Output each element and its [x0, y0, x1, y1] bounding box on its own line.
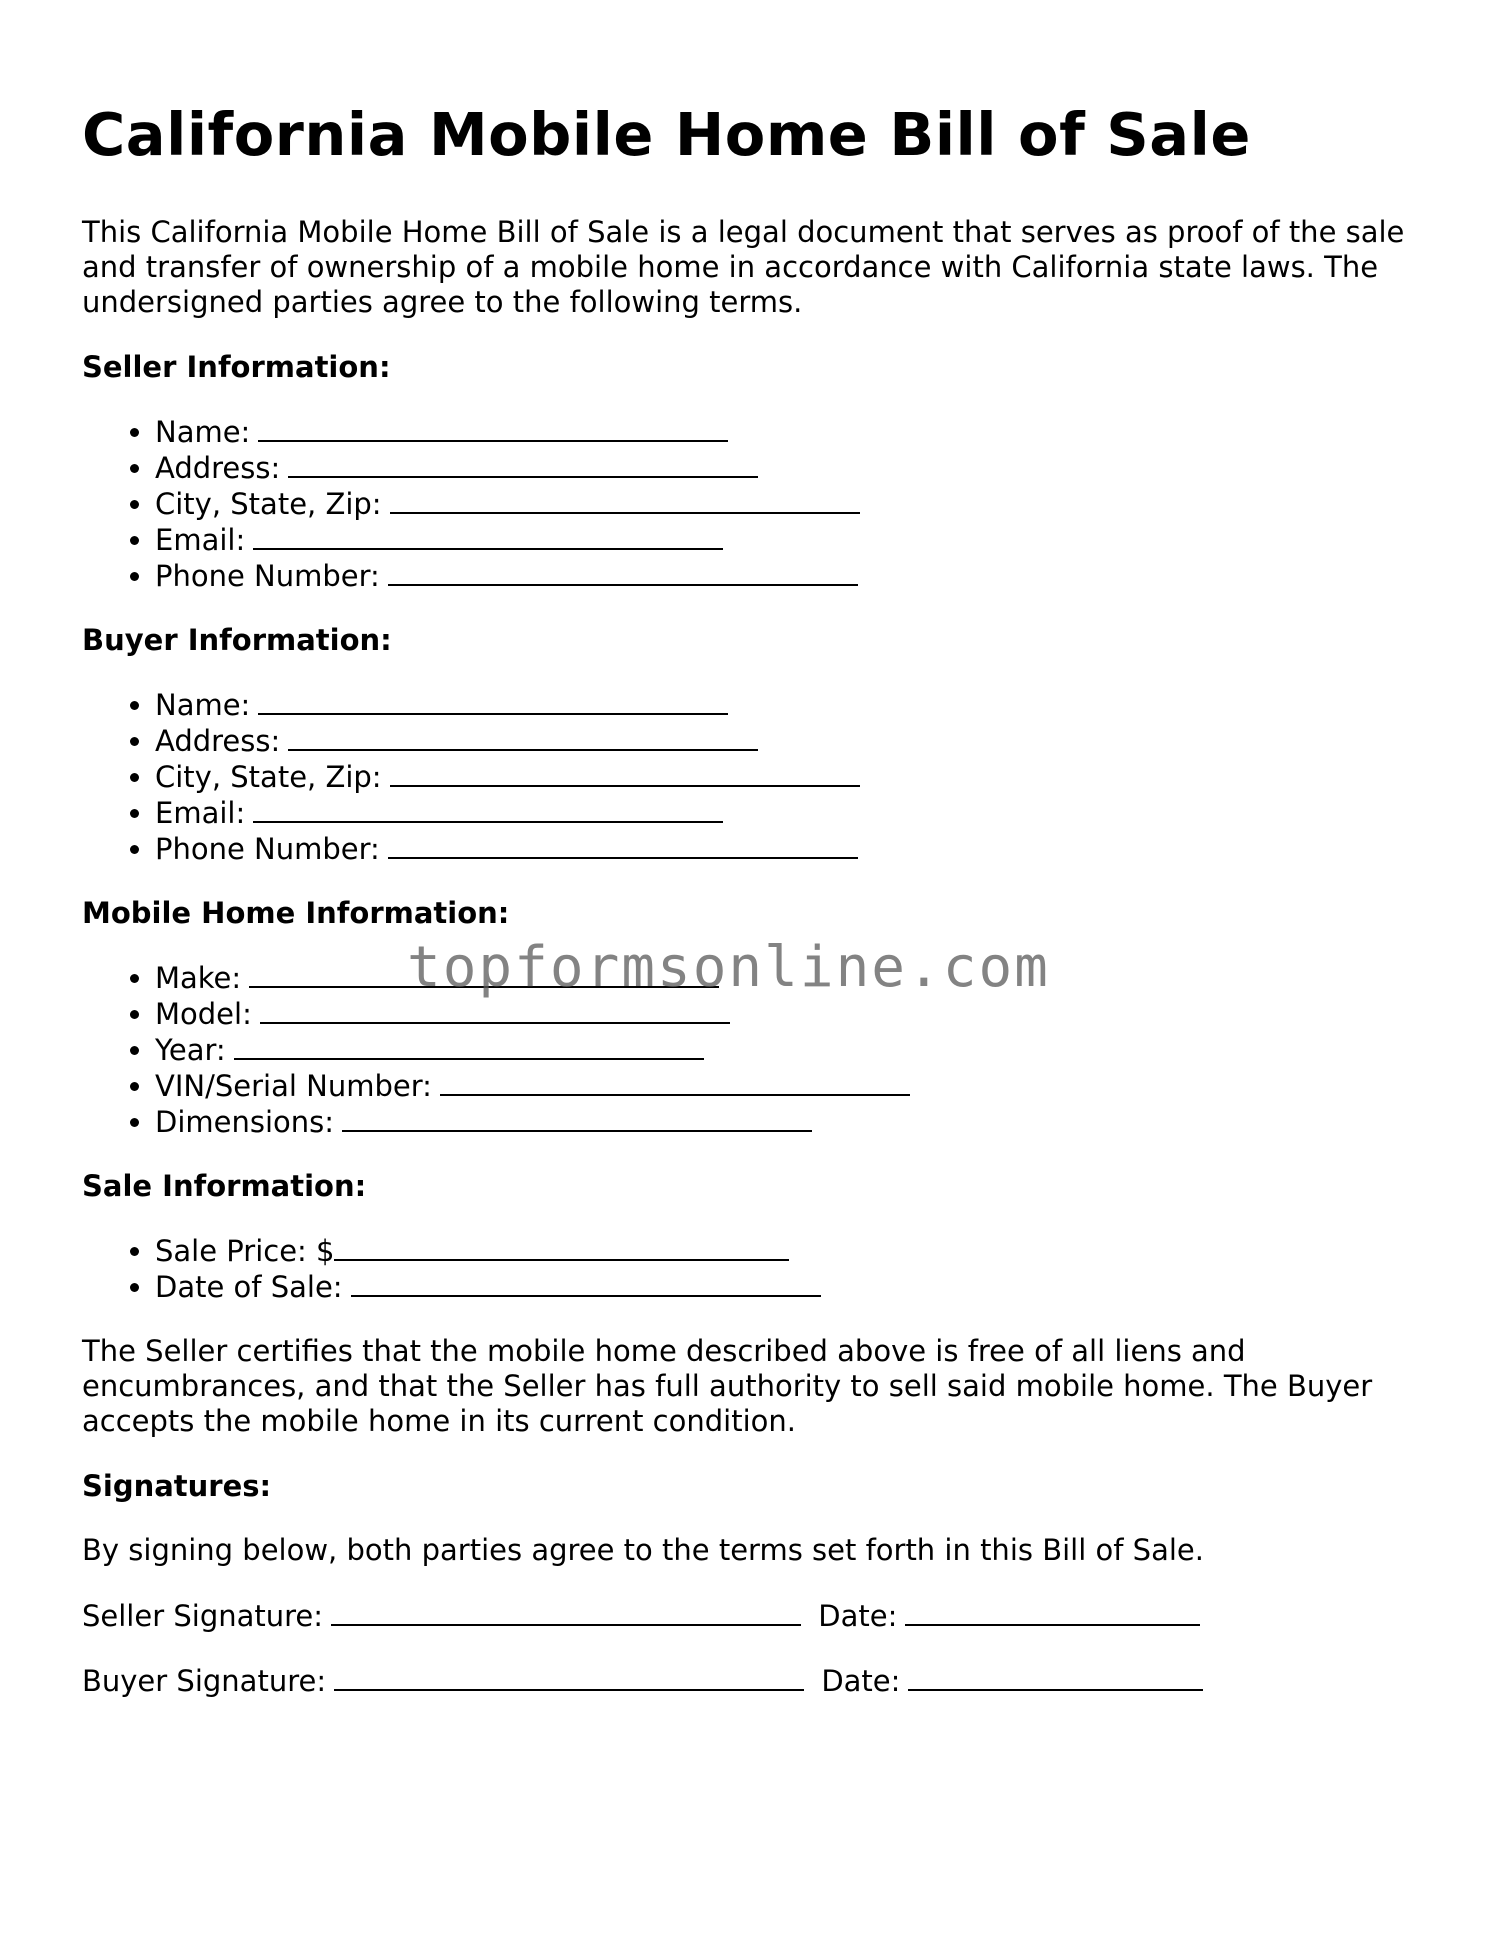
field-label: Email:: [155, 522, 246, 557]
date-of-sale-item: [155, 1269, 1422, 1305]
field-label: Date of Sale:: [155, 1269, 343, 1304]
field-label: Year:: [155, 1032, 226, 1067]
field-label: Name:: [155, 687, 251, 722]
signatures-statement: By signing below, both parties agree to the terms set forth in this Bill of Sale.: [82, 1532, 1204, 1567]
field-label: VIN/Serial Number:: [155, 1068, 432, 1103]
year-field[interactable]: [234, 1032, 704, 1060]
mobile-home-heading: Mobile Home Information:: [82, 895, 510, 930]
field-label: Name:: [155, 414, 251, 449]
field-label: Phone Number:: [155, 558, 380, 593]
seller-date-label: Date:: [818, 1598, 898, 1633]
date-of-sale-field[interactable]: [351, 1269, 821, 1297]
field-label: City, State, Zip:: [155, 486, 382, 521]
buyer-city-state-zip-field[interactable]: [390, 759, 860, 787]
seller-city-state-zip-item: [155, 486, 1422, 522]
field-label: Dimensions:: [155, 1104, 335, 1139]
buyer-city-state-zip-item: [155, 759, 1422, 795]
seller-email-field[interactable]: [253, 522, 723, 550]
field-label: Model:: [155, 996, 252, 1031]
sale-price-item: [155, 1233, 1422, 1269]
buyer-phone-field[interactable]: [388, 831, 858, 859]
seller-address-item: [155, 450, 1422, 486]
dimensions-field[interactable]: [342, 1104, 812, 1132]
seller-phone-item: [155, 558, 1422, 594]
buyer-date-field[interactable]: [908, 1663, 1203, 1691]
watermark-text: topformsonline.com: [407, 935, 1050, 1000]
vin-serial-field[interactable]: [440, 1068, 910, 1096]
buyer-signature-label: Buyer Signature:: [82, 1663, 327, 1698]
seller-heading: Seller Information:: [82, 349, 391, 384]
model-item: [155, 996, 1422, 1032]
document-page: [82, 100, 1422, 1728]
seller-signature-field[interactable]: [331, 1598, 801, 1626]
certification-paragraph: The Seller certifies that the mobile home described above is free of all liens and encumbrances, and that the Seller has full authority to sell said mobile home. The Buyer accepts the mobile home in its current condition.: [82, 1333, 1373, 1438]
field-label: Sale Price: $: [155, 1233, 335, 1268]
buyer-email-field[interactable]: [253, 795, 723, 823]
intro-paragraph: This California Mobile Home Bill of Sale is a legal document that serves as proof of the sale and transfer of ownership of a mobile home in accordance with California state laws. The undersigned parties agree to the following terms.: [82, 214, 1405, 319]
buyer-phone-item: [155, 831, 1422, 867]
signatures-heading: Signatures:: [82, 1468, 272, 1503]
seller-field-list: [82, 414, 1422, 594]
sale-price-field[interactable]: [334, 1233, 789, 1261]
buyer-address-item: [155, 723, 1422, 759]
vin-serial-item: [155, 1068, 1422, 1104]
buyer-email-item: [155, 795, 1422, 831]
field-label: Address:: [155, 723, 281, 758]
buyer-field-list: [82, 687, 1422, 867]
buyer-name-item: [155, 687, 1422, 723]
seller-name-item: [155, 414, 1422, 450]
sale-heading: Sale Information:: [82, 1168, 367, 1203]
buyer-signature-line: [82, 1663, 1422, 1699]
field-label: Address:: [155, 450, 281, 485]
buyer-signature-field[interactable]: [334, 1663, 804, 1691]
buyer-heading: Buyer Information:: [82, 622, 392, 657]
seller-city-state-zip-field[interactable]: [390, 486, 860, 514]
field-label: Make:: [155, 960, 242, 995]
year-item: [155, 1032, 1422, 1068]
buyer-address-field[interactable]: [288, 723, 758, 751]
document-title: California Mobile Home Bill of Sale: [82, 100, 1251, 169]
buyer-name-field[interactable]: [258, 687, 728, 715]
field-label: City, State, Zip:: [155, 759, 382, 794]
seller-date-field[interactable]: [905, 1598, 1200, 1626]
seller-email-item: [155, 522, 1422, 558]
seller-phone-field[interactable]: [388, 558, 858, 586]
seller-signature-label: Seller Signature:: [82, 1598, 324, 1633]
seller-name-field[interactable]: [258, 414, 728, 442]
seller-signature-line: [82, 1598, 1422, 1634]
seller-address-field[interactable]: [288, 450, 758, 478]
field-label: Email:: [155, 795, 246, 830]
sale-field-list: [82, 1233, 1422, 1305]
field-label: Phone Number:: [155, 831, 380, 866]
dimensions-item: [155, 1104, 1422, 1140]
buyer-date-label: Date:: [821, 1663, 901, 1698]
